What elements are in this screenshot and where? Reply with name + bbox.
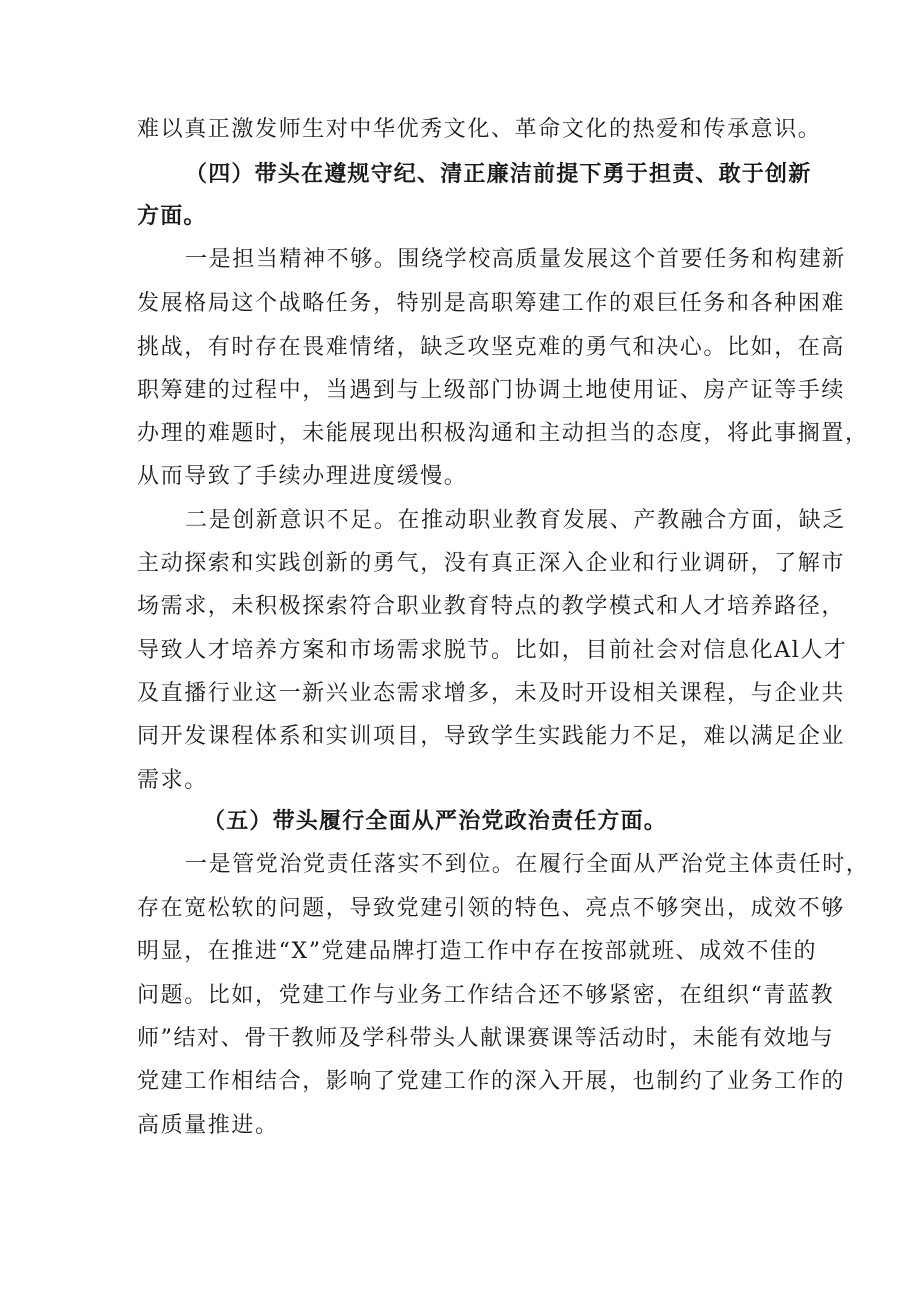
paragraph-line: 办理的难题时，未能展现出积极沟通和主动担当的态度，将此事搁置，	[137, 421, 869, 446]
paragraph-line: 导致人才培养方案和市场需求脱节。比如，目前社会对信息化Al人才	[137, 638, 848, 663]
paragraph-line: 场需求，未积极探索符合职业教育特点的教学模式和人才培养路径，	[137, 594, 846, 619]
paragraph-line: 及直播行业这一新兴业态需求增多，未及时开设相关课程，与企业共	[137, 681, 846, 706]
paragraph-line: 难以真正激发师生对中华优秀文化、革命文化的热爱和传承意识。	[137, 117, 822, 142]
paragraph-line: 党建工作相结合，影响了党建工作的深入开展，也制约了业务工作的	[137, 1069, 846, 1094]
section-heading-five: （五）带头履行全面从严治党政治责任方面。	[203, 809, 668, 834]
paragraph-line: 存在宽松软的问题，导致党建引领的特色、亮点不够突出，成效不够	[137, 896, 846, 921]
paragraph-line: 明显，在推进“X”党建品牌打造工作中存在按部就班、成效不佳的	[137, 939, 818, 964]
paragraph-line: 发展格局这个战略任务，特别是高职筹建工作的艰巨任务和各种困难	[137, 291, 846, 316]
paragraph-line: 一是担当精神不够。围绕学校高质量发展这个首要任务和构建新	[185, 247, 846, 272]
paragraph-line: 高质量推进。	[137, 1113, 279, 1138]
section-heading-four: （四）带头在遵规守纪、清正廉洁前提下勇于担责、敢于创新	[185, 162, 812, 187]
paragraph-line: 从而导致了手续办理进度缓慢。	[137, 464, 468, 489]
paragraph-line: 挑战，有时存在畏难情绪，缺乏攻坚克难的勇气和决心。比如，在高	[137, 335, 846, 360]
paragraph-line: 职筹建的过程中，当遇到与上级部门协调土地使用证、房产证等手续	[137, 378, 846, 403]
paragraph-line: 一是管党治党责任落实不到位。在履行全面从严治党主体责任时，	[185, 852, 870, 877]
paragraph-line: 需求。	[137, 768, 208, 793]
paragraph-line: 主动探索和实践创新的勇气，没有真正深入企业和行业调研，了解市	[137, 551, 846, 576]
paragraph-line: 问题。比如，党建工作与业务工作结合还不够紧密，在组织“青蓝教	[137, 983, 835, 1008]
paragraph-line: 同开发课程体系和实训项目，导致学生实践能力不足，难以满足企业	[137, 724, 846, 749]
paragraph-line: 二是创新意识不足。在推动职业教育发展、产教融合方面，缺乏	[185, 508, 846, 533]
section-heading-four-cont: 方面。	[137, 204, 207, 229]
paragraph-line: 师”结对、骨干教师及学科带头人献课赛课等活动时，未能有效地与	[137, 1026, 835, 1051]
